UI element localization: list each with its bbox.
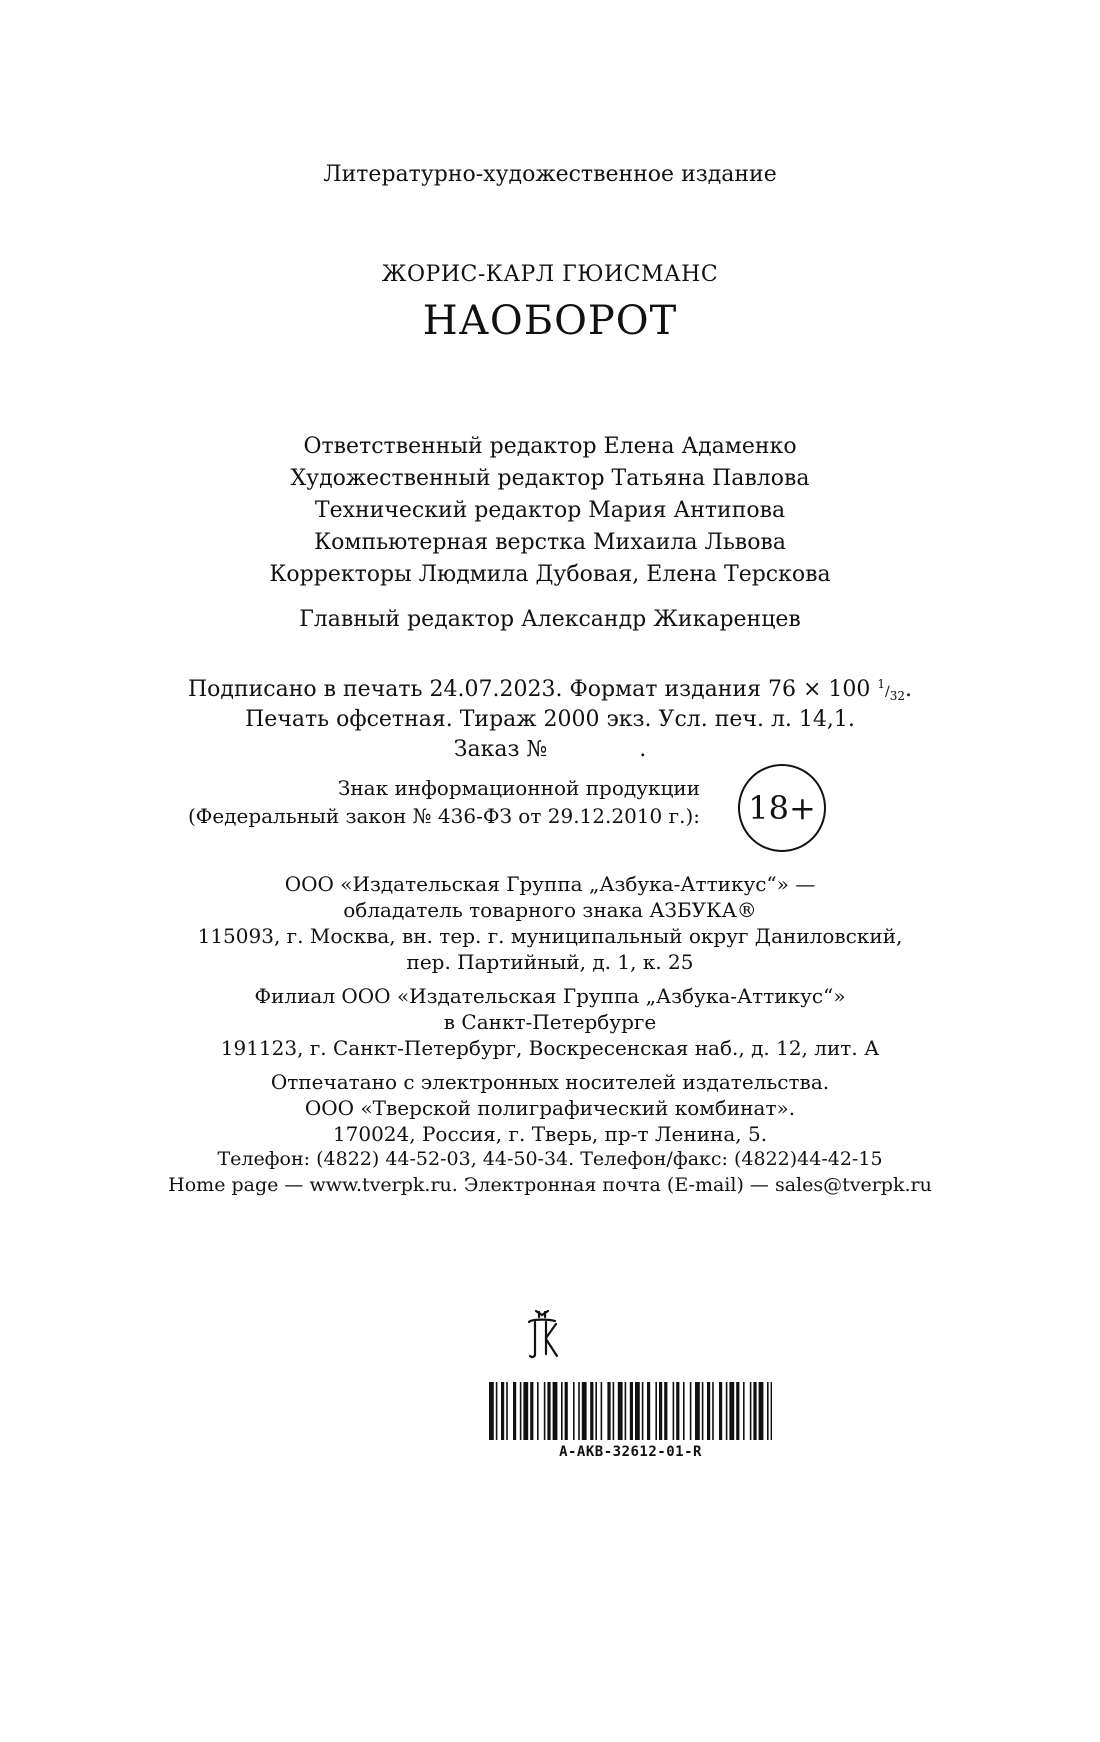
printer-monogram-icon — [519, 1308, 565, 1360]
barcode-bar — [635, 1382, 640, 1440]
order-label: Заказ № — [453, 737, 548, 762]
barcode-bar — [590, 1382, 593, 1440]
barcode-bar — [743, 1382, 745, 1440]
format-fraction — [877, 677, 905, 703]
print-info-end: . — [905, 677, 912, 702]
publisher-line: обладатель товарного знака АЗБУКА® — [343, 898, 757, 922]
barcode-bar — [547, 1382, 550, 1440]
edition-type: Литературно-художественное издание — [323, 162, 777, 187]
barcode-bar — [595, 1382, 597, 1440]
info-mark-line1: Знак информационной продукции — [337, 776, 700, 800]
barcode-bar — [736, 1382, 739, 1440]
barcode-bar — [565, 1382, 568, 1440]
barcode-bar — [683, 1382, 685, 1440]
barcode-bar — [655, 1382, 657, 1440]
barcode-bar — [530, 1382, 533, 1440]
printer-line: ООО «Тверской полиграфический комбинат». — [304, 1096, 796, 1120]
credit-line: Корректоры Людмила Дубовая, Елена Терскова — [269, 562, 831, 587]
barcode-bar — [613, 1382, 615, 1440]
print-info-text: Подписано в печать 24.07.2023. Формат издания 76 × 100 — [188, 677, 878, 702]
order-line — [0, 737, 1100, 762]
printer-line: Home page — www.tverpk.ru. Электронная почта (E-mail) — sales@tverpk.ru — [168, 1174, 932, 1196]
book-title: НАОБОРОТ — [422, 298, 678, 344]
barcode-bar — [573, 1382, 575, 1440]
barcode-bar — [630, 1382, 633, 1440]
barcode-bar — [673, 1382, 675, 1440]
barcode-bar — [496, 1382, 498, 1440]
publisher-line: ООО «Издательская Группа „Азбука-Аттикус“» — — [284, 872, 816, 896]
print-info-line2: Печать офсетная. Тираж 2000 экз. Усл. печ. л. 14,1. — [245, 707, 855, 732]
print-info-line1 — [0, 677, 1100, 703]
author-name: ЖОРИС-КАРЛ ГЮИСМАНС — [381, 262, 719, 287]
barcode-bar — [537, 1382, 539, 1440]
barcode-bar — [578, 1382, 580, 1440]
barcode — [489, 1382, 772, 1440]
barcode-bar — [506, 1382, 508, 1440]
fraction-slash: / — [885, 684, 890, 700]
barcode-bar — [729, 1382, 734, 1440]
fraction-denominator: 32 — [889, 689, 905, 703]
barcode-bar — [676, 1382, 679, 1440]
barcode-bar — [707, 1382, 710, 1440]
barcode-bar — [767, 1382, 769, 1440]
credit-line: Ответственный редактор Елена Адаменко — [303, 434, 797, 459]
order-end: . — [639, 737, 647, 762]
barcode-bar — [553, 1382, 558, 1440]
publisher-line: пер. Партийный, д. 1, к. 25 — [406, 950, 694, 974]
publisher-line: 115093, г. Москва, вн. тер. г. муниципальный округ Даниловский, — [197, 924, 903, 948]
branch-line: Филиал ООО «Издательская Группа „Азбука-Аттикус“» — [254, 984, 846, 1008]
credit-line: Компьютерная верстка Михаила Львова — [314, 530, 786, 555]
printer-line: Телефон: (4822) 44-52-03, 44-50-34. Телефон/факс: (4822)44-42-15 — [217, 1148, 883, 1170]
info-mark-line2: (Федеральный закон № 436-ФЗ от 29.12.2010 г.): — [187, 804, 700, 828]
barcode-bar — [726, 1382, 728, 1440]
age-rating-badge: 18+ — [738, 764, 826, 852]
info-mark-block — [0, 764, 1100, 854]
barcode-bar — [719, 1382, 722, 1440]
barcode-bar — [664, 1382, 667, 1440]
branch-line: 191123, г. Санкт-Петербург, Воскресенская наб., д. 12, лит. А — [220, 1036, 880, 1060]
barcode-bar — [695, 1382, 700, 1440]
barcode-bar — [642, 1382, 644, 1440]
barcode-bar — [607, 1382, 610, 1440]
barcode-bar — [712, 1382, 714, 1440]
barcode-bar — [501, 1382, 504, 1440]
barcode-bar — [750, 1382, 752, 1440]
printer-line: Отпечатано с электронных носителей издательства. — [270, 1070, 830, 1094]
barcode-bar — [659, 1382, 662, 1440]
barcode-bar — [523, 1382, 528, 1440]
chief-editor: Главный редактор Александр Жикаренцев — [299, 607, 801, 632]
barcode-bar — [618, 1382, 623, 1440]
barcode-bar — [702, 1382, 704, 1440]
barcode-bar — [520, 1382, 522, 1440]
barcode-bar — [625, 1382, 627, 1440]
fraction-numerator: 1 — [877, 677, 885, 691]
barcode-bar — [601, 1382, 603, 1440]
barcode-bar — [753, 1382, 756, 1440]
printer-line: 170024, Россия, г. Тверь, пр-т Ленина, 5. — [332, 1122, 768, 1146]
barcode-bar — [647, 1382, 650, 1440]
credit-line: Технический редактор Мария Антипова — [314, 498, 786, 523]
branch-line: в Санкт-Петербурге — [443, 1010, 657, 1034]
barcode-bar — [771, 1382, 772, 1440]
barcode-bar — [544, 1382, 546, 1440]
barcode-text: A-AKB-32612-01-R — [559, 1444, 702, 1460]
barcode-bar — [690, 1382, 692, 1440]
barcode-bar — [561, 1382, 563, 1440]
barcode-bar — [513, 1382, 516, 1440]
barcode-bar — [759, 1382, 764, 1440]
barcode-bar — [582, 1382, 587, 1440]
credit-line: Художественный редактор Татьяна Павлова — [290, 466, 810, 491]
barcode-bar — [489, 1382, 494, 1440]
